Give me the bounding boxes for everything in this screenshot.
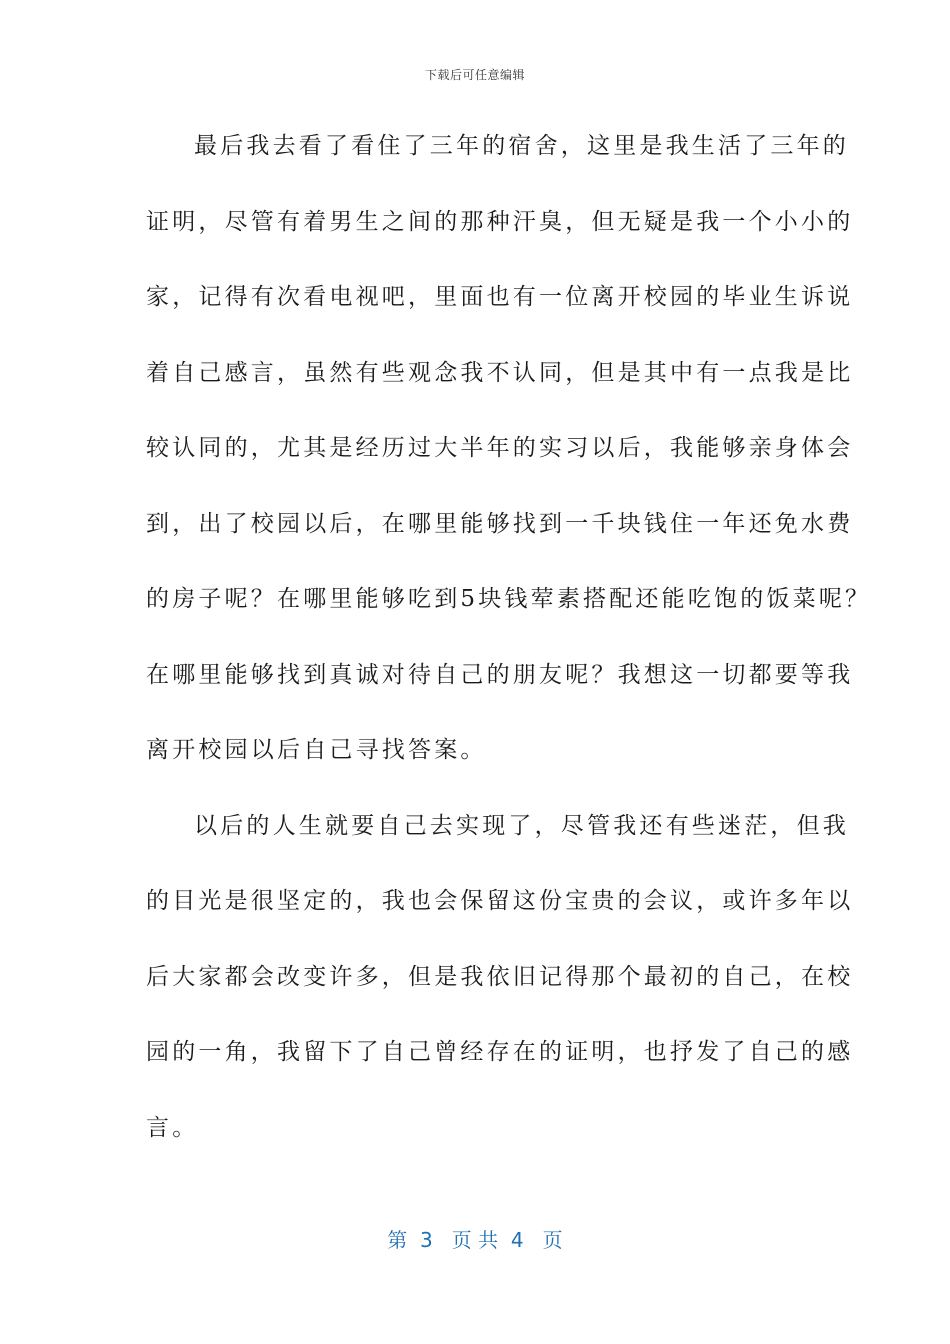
paragraph-2-line-1: 以后的人生就要自己去实现了，尽管我还有些迷茫，但我	[194, 812, 849, 839]
paragraph-1-line-2: 证明，尽管有着男生之间的那种汗臭，但无疑是我一个小小的	[146, 208, 854, 235]
document-body	[146, 124, 872, 1181]
paragraph-1-line-4: 着自己感言，虽然有些观念我不认同，但是其中有一点我是比	[146, 359, 854, 386]
paragraph-1-line-3: 家，记得有次看电视吧，里面也有一位离开校园的毕业生诉说	[146, 284, 854, 310]
paragraph-1-line-9: 离开校园以后自己寻找答案。	[146, 737, 487, 763]
paragraph-1-line-7: 的房子呢？在哪里能够吃到5块钱荤素搭配还能吃饱的饭菜呢？	[146, 586, 872, 612]
paragraph-2-line-5: 言。	[146, 1114, 199, 1141]
paragraph-2-line-3: 后大家都会改变许多，但是我依旧记得那个最初的自己，在校	[146, 963, 854, 990]
paragraph-1-line-6: 到，出了校园以后，在哪里能够找到一千块钱住一年还免水费	[146, 510, 854, 537]
paragraph-1-line-5: 较认同的，尤其是经历过大半年的实习以后，我能够亲身体会	[146, 435, 854, 461]
paragraph-1-line-1: 最后我去看了看住了三年的宿舍，这里是我生活了三年的	[194, 133, 849, 159]
page-header: 下载后可任意编辑	[424, 68, 525, 82]
paragraph-1-line-8: 在哪里能够找到真诚对待自己的朋友呢？我想这一切都要等我	[146, 661, 854, 688]
page-number-footer: 第 3 页 共 4 页	[387, 1228, 563, 1252]
paragraph-2-line-2: 的目光是很坚定的，我也会保留这份宝贵的会议，或许多年以	[146, 888, 854, 914]
paragraph-2-line-4: 园的一角，我留下了自己曾经存在的证明，也抒发了自己的感	[146, 1039, 854, 1065]
